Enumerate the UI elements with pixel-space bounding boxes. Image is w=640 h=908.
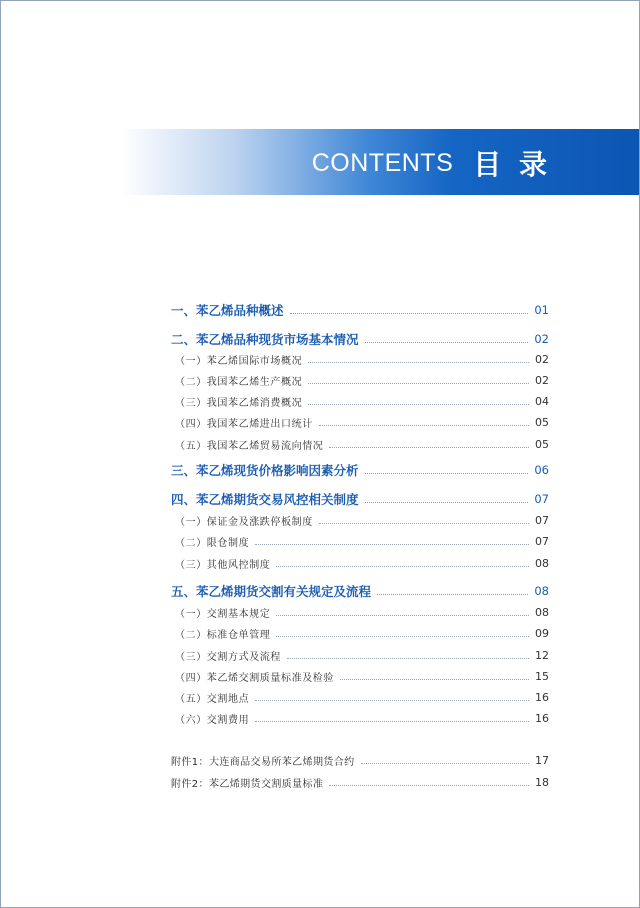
toc-page-number: 01 bbox=[534, 303, 549, 317]
dot-leader bbox=[255, 699, 529, 701]
dot-leader bbox=[319, 522, 529, 524]
dot-leader bbox=[290, 312, 529, 314]
dot-leader bbox=[287, 657, 529, 659]
toc-entry-2-4[interactable] bbox=[171, 413, 549, 431]
toc-page-number: 07 bbox=[534, 492, 549, 506]
toc-entry-2-2[interactable] bbox=[171, 371, 549, 389]
dot-leader bbox=[276, 565, 529, 567]
toc-entry-label: （三）交割方式及流程 bbox=[175, 651, 281, 663]
dot-leader bbox=[361, 762, 529, 764]
toc-entry-5[interactable] bbox=[171, 582, 549, 600]
toc-entry-label: （一）保证金及涨跌停板制度 bbox=[175, 516, 313, 528]
toc-entry-label: 五、苯乙烯期货交割有关规定及流程 bbox=[171, 584, 372, 599]
dot-leader bbox=[308, 361, 529, 363]
toc-entry-label: （二）我国苯乙烯生产概况 bbox=[175, 376, 303, 388]
toc-page-number: 02 bbox=[535, 352, 549, 366]
toc-entry-2-5[interactable] bbox=[171, 435, 549, 453]
toc-page-number: 08 bbox=[535, 605, 549, 619]
dot-leader bbox=[308, 382, 529, 384]
toc-entry-label: （二）标准仓单管理 bbox=[175, 629, 271, 641]
toc-entry-5-6[interactable] bbox=[171, 709, 549, 727]
toc-entry-label: （五）交割地点 bbox=[175, 693, 250, 705]
toc-entry-2-1[interactable] bbox=[171, 350, 549, 368]
toc-appendix-2[interactable] bbox=[171, 773, 549, 791]
toc-entry-1[interactable] bbox=[171, 301, 549, 319]
toc-entry-label: （五）我国苯乙烯贸易流向情况 bbox=[175, 440, 324, 452]
toc-entry-3[interactable] bbox=[171, 461, 549, 479]
toc-page-number: 02 bbox=[534, 332, 549, 346]
toc-entry-label: （二）限仓制度 bbox=[175, 537, 250, 549]
toc-entry-label: （四）我国苯乙烯进出口统计 bbox=[175, 418, 313, 430]
dot-leader bbox=[340, 678, 529, 680]
toc-page-number: 15 bbox=[535, 669, 549, 683]
toc-entry-label: （一）交割基本规定 bbox=[175, 608, 271, 620]
toc-entry-4[interactable] bbox=[171, 490, 549, 508]
dot-leader bbox=[276, 635, 529, 637]
toc-entry-label: 四、苯乙烯期货交易风控相关制度 bbox=[171, 492, 359, 507]
dot-leader bbox=[255, 720, 529, 722]
toc-entry-5-3[interactable] bbox=[171, 646, 549, 664]
toc-page-number: 08 bbox=[535, 556, 549, 570]
dot-leader bbox=[276, 614, 529, 616]
toc-entry-label: （三）我国苯乙烯消费概况 bbox=[175, 397, 303, 409]
dot-leader bbox=[377, 593, 528, 595]
toc-entry-5-4[interactable] bbox=[171, 667, 549, 685]
dot-leader bbox=[365, 341, 529, 343]
banner-title bbox=[312, 143, 551, 183]
dot-leader bbox=[255, 543, 529, 545]
toc-page-number: 06 bbox=[534, 463, 549, 477]
toc-page-number: 16 bbox=[535, 690, 549, 704]
toc-entry-label: 二、苯乙烯品种现货市场基本情况 bbox=[171, 332, 359, 347]
toc-entry-label: （六）交割费用 bbox=[175, 714, 250, 726]
dot-leader bbox=[365, 501, 529, 503]
toc-entry-5-5[interactable] bbox=[171, 688, 549, 706]
toc-page-number: 05 bbox=[535, 415, 549, 429]
toc-page-number: 08 bbox=[534, 584, 549, 598]
toc-page-number: 17 bbox=[535, 753, 549, 767]
toc-entry-4-2[interactable] bbox=[171, 532, 549, 550]
toc-page-number: 05 bbox=[535, 437, 549, 451]
toc-entry-5-2[interactable] bbox=[171, 624, 549, 642]
toc-page-number: 18 bbox=[535, 775, 549, 789]
dot-leader bbox=[329, 784, 529, 786]
toc-entry-4-3[interactable] bbox=[171, 554, 549, 572]
toc-entry-4-1[interactable] bbox=[171, 511, 549, 529]
dot-leader bbox=[365, 472, 529, 474]
toc-entry-5-1[interactable] bbox=[171, 603, 549, 621]
toc-page-number: 04 bbox=[535, 394, 549, 408]
toc-entry-label: （四）苯乙烯交割质量标准及检验 bbox=[175, 672, 334, 684]
dot-leader bbox=[308, 403, 529, 405]
toc-appendix-1[interactable] bbox=[171, 751, 549, 769]
dot-leader bbox=[329, 446, 529, 448]
toc-entry-2[interactable] bbox=[171, 330, 549, 348]
toc-entry-2-3[interactable] bbox=[171, 392, 549, 410]
contents-banner bbox=[121, 129, 639, 195]
toc-page-number: 07 bbox=[535, 513, 549, 527]
dot-leader bbox=[319, 424, 529, 426]
toc-entry-label: 一、苯乙烯品种概述 bbox=[171, 303, 284, 318]
contents-title-en: CONTENTS bbox=[311, 148, 454, 177]
toc-page-number: 16 bbox=[535, 711, 549, 725]
toc-entry-label: （三）其他风控制度 bbox=[175, 559, 271, 571]
toc-entry-label: 附件1：大连商品交易所苯乙烯期货合约 bbox=[171, 756, 355, 768]
toc-page-number: 12 bbox=[535, 648, 549, 662]
toc-page-number: 09 bbox=[535, 626, 549, 640]
toc-page-number: 02 bbox=[535, 373, 549, 387]
toc-entry-label: 附件2：苯乙烯期货交割质量标准 bbox=[171, 778, 324, 790]
toc-page-number: 07 bbox=[535, 534, 549, 548]
toc-entry-label: 三、苯乙烯现货价格影响因素分析 bbox=[171, 463, 359, 478]
toc-entry-label: （一）苯乙烯国际市场概况 bbox=[175, 355, 303, 367]
contents-title-cn: 目 录 bbox=[473, 148, 551, 181]
